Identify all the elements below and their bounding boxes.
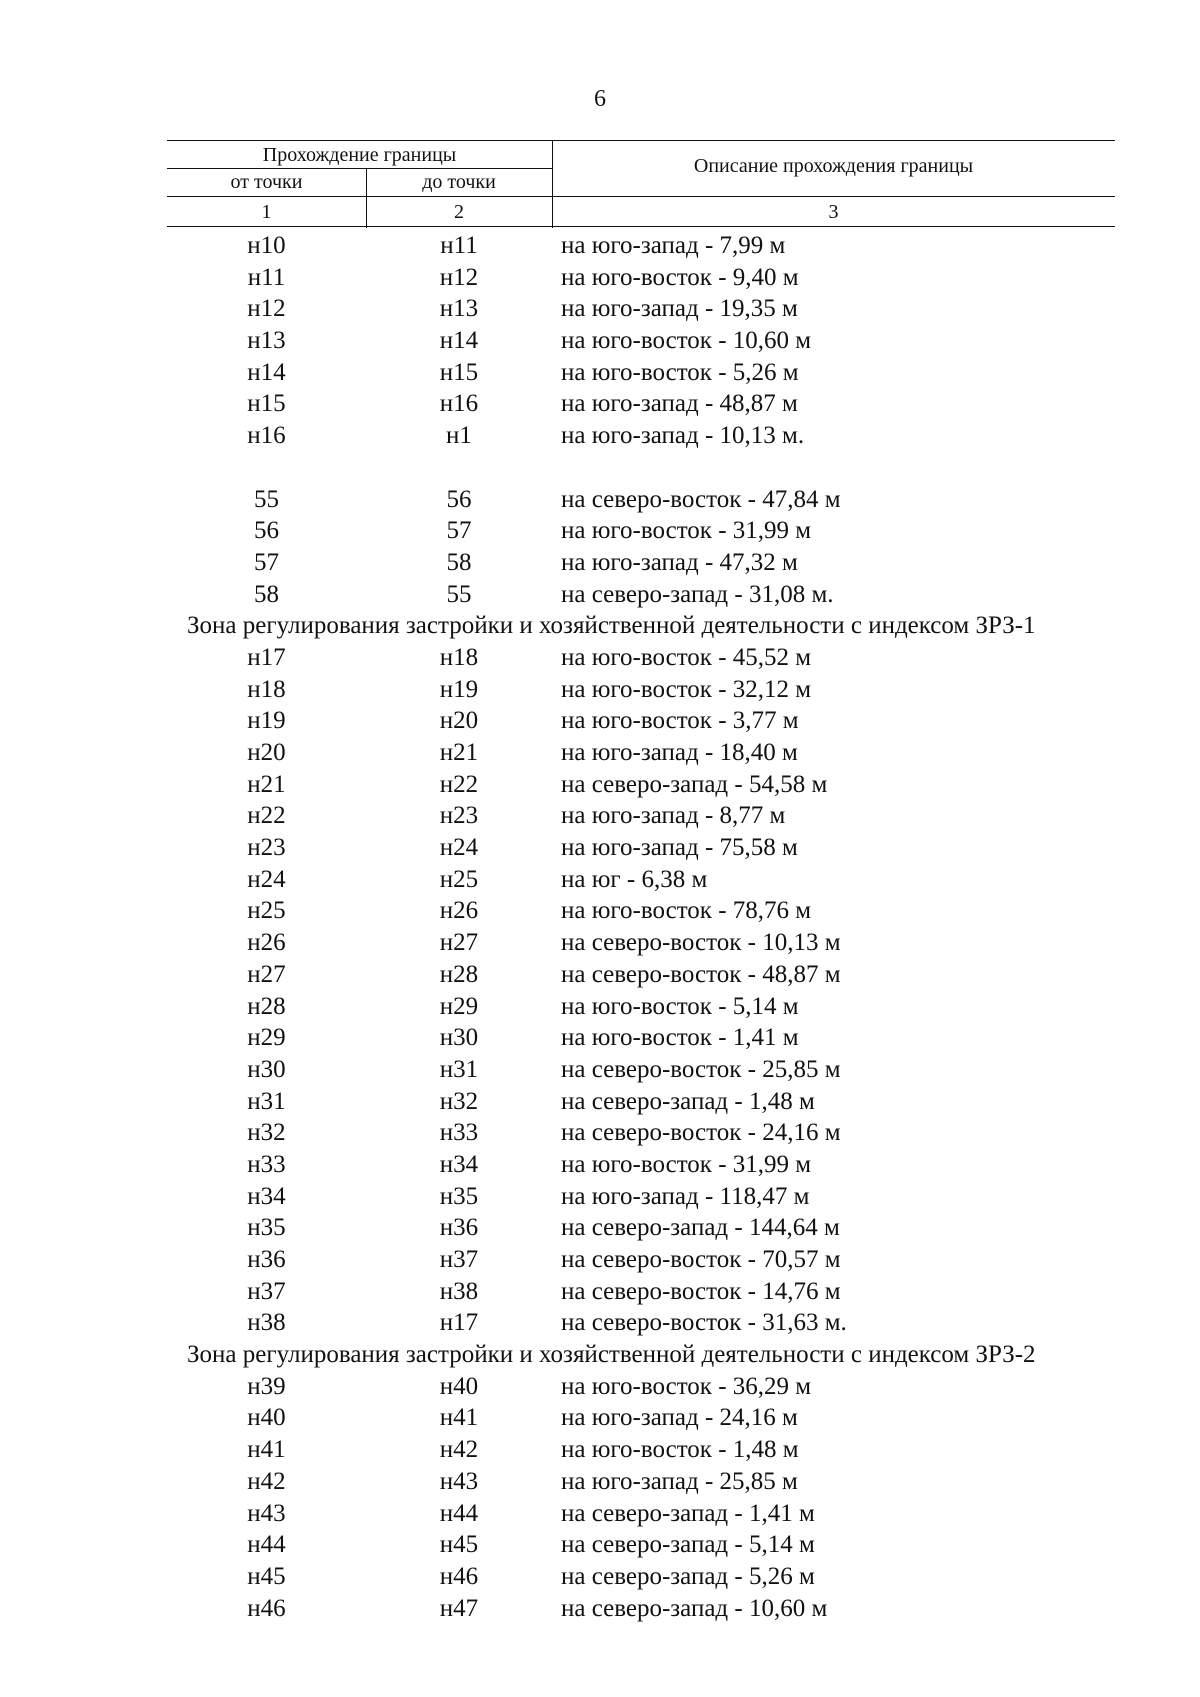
description-cell: на юго-запад - 7,99 м — [561, 232, 786, 259]
table-row — [167, 864, 1115, 896]
table-row — [167, 1212, 1115, 1244]
description-cell: на юг - 6,38 м — [561, 865, 708, 893]
from-point-cell: н27 — [247, 960, 286, 988]
description-cell: на юго-восток - 1,41 м — [561, 1024, 799, 1052]
table-row — [167, 1561, 1115, 1593]
to-point-cell: н31 — [439, 1055, 479, 1083]
description-cell: на северо-восток - 70,57 м — [561, 1246, 841, 1273]
to-point-cell: 55 — [446, 580, 472, 608]
from-point-cell: н11 — [247, 263, 286, 291]
description-cell: на юго-запад - 24,16 м — [561, 1404, 798, 1432]
from-point-cell: 58 — [254, 580, 279, 608]
to-point-cell: н30 — [439, 1024, 479, 1052]
table-row — [167, 579, 1115, 611]
table-row — [167, 1466, 1115, 1498]
from-point-cell: н31 — [247, 1087, 286, 1115]
table-row — [167, 1086, 1115, 1118]
description-cell: на северо-запад - 54,58 м — [561, 770, 828, 798]
to-point-cell: н38 — [439, 1277, 479, 1305]
to-point-cell: н22 — [439, 770, 479, 798]
table-row — [167, 642, 1115, 674]
table-row — [167, 547, 1115, 579]
description-cell: на юго-восток - 1,48 м — [561, 1436, 799, 1464]
table-row — [167, 515, 1115, 547]
to-point-cell: н44 — [439, 1499, 479, 1527]
description-cell: на юго-запад - 8,77 м — [561, 802, 786, 830]
from-point-cell: 55 — [254, 485, 279, 513]
description-cell: на северо-запад - 31,08 м. — [561, 580, 834, 608]
table-row — [167, 991, 1115, 1023]
from-point-cell: н12 — [247, 295, 286, 323]
table-row — [167, 927, 1115, 959]
to-point-cell: н28 — [439, 960, 479, 988]
description-cell: на северо-восток - 47,84 м — [561, 485, 841, 513]
from-point-cell: н21 — [247, 770, 286, 798]
description-cell: на северо-восток - 14,76 м — [561, 1277, 841, 1305]
to-point-cell: н15 — [439, 358, 479, 386]
from-point-cell: н16 — [247, 422, 286, 450]
from-point-cell: н23 — [247, 834, 286, 862]
table-row — [167, 1054, 1115, 1086]
to-point-cell: н24 — [439, 834, 479, 862]
from-point-cell: н20 — [247, 739, 286, 766]
header-description-label: Описание прохождения границы — [693, 155, 974, 177]
to-point-cell: н16 — [439, 390, 479, 418]
from-point-cell: н35 — [247, 1214, 286, 1242]
table-row — [167, 1498, 1115, 1530]
table-row — [167, 1149, 1115, 1181]
to-point-cell: н17 — [439, 1309, 479, 1337]
zone-heading: Зона регулирования застройки и хозяйственной деятельности с индексом ЗРЗ-1 — [187, 612, 1036, 640]
table-row — [167, 832, 1115, 864]
to-point-cell: 56 — [446, 485, 472, 513]
description-cell: на юго-восток - 31,99 м — [561, 517, 812, 545]
from-point-cell: н46 — [247, 1594, 286, 1622]
description-cell: на северо-запад - 1,41 м — [561, 1499, 815, 1527]
from-point-cell: н43 — [247, 1499, 286, 1527]
description-cell: на юго-восток - 31,99 м — [561, 1150, 812, 1178]
from-point-cell: н17 — [247, 643, 286, 671]
table-row — [167, 1244, 1115, 1276]
to-point-cell: н43 — [439, 1467, 479, 1495]
description-cell: на юго-запад - 19,35 м — [561, 295, 798, 323]
to-point-cell: н11 — [440, 232, 478, 259]
from-point-cell: н26 — [247, 929, 286, 957]
header-to-label: до точки — [422, 171, 496, 193]
table-row — [167, 1371, 1115, 1403]
from-point-cell: н29 — [247, 1024, 286, 1052]
to-point-cell: н26 — [439, 897, 479, 925]
description-cell: на северо-запад - 1,48 м — [561, 1087, 815, 1115]
table-row — [167, 420, 1115, 452]
table-row — [167, 1117, 1115, 1149]
table-row — [167, 1307, 1115, 1339]
description-cell: на юго-запад - 47,32 м — [561, 548, 798, 576]
zone-heading: Зона регулирования застройки и хозяйственной деятельности с индексом ЗРЗ-2 — [187, 1341, 1036, 1369]
header-col-number-1: 1 — [261, 201, 272, 223]
header-top-rule — [167, 140, 1115, 141]
table-spacer-row — [167, 452, 1115, 484]
table-row — [167, 737, 1115, 769]
table-row — [167, 1181, 1115, 1213]
header-col-number-3: 3 — [828, 201, 839, 223]
description-cell: на северо-запад - 5,14 м — [561, 1531, 815, 1559]
table-row — [167, 705, 1115, 737]
header-bottom-rule — [167, 226, 1115, 227]
to-point-cell: н18 — [439, 643, 479, 671]
from-point-cell: н32 — [247, 1119, 286, 1147]
to-point-cell: н14 — [439, 327, 479, 355]
description-cell: на юго-запад - 10,13 м. — [561, 422, 805, 450]
to-point-cell: н23 — [439, 802, 479, 830]
table-body — [167, 230, 1115, 1624]
from-point-cell: н39 — [247, 1372, 286, 1400]
to-point-cell: н20 — [439, 707, 479, 735]
to-point-cell: н12 — [439, 263, 479, 291]
to-point-cell: н45 — [439, 1531, 479, 1559]
to-point-cell: н27 — [439, 929, 479, 957]
header-group-rule — [167, 168, 552, 169]
from-point-cell: н13 — [247, 327, 286, 355]
table-row — [167, 484, 1115, 516]
table-row — [167, 1593, 1115, 1625]
from-point-cell: н14 — [247, 358, 286, 386]
table-row — [167, 769, 1115, 801]
description-cell: на северо-восток - 24,16 м — [561, 1119, 841, 1147]
description-cell: на юго-запад - 18,40 м — [561, 739, 798, 766]
to-point-cell: н47 — [439, 1594, 479, 1622]
table-row — [167, 1402, 1115, 1434]
description-cell: на юго-восток - 36,29 м — [561, 1372, 812, 1400]
description-cell: на северо-запад - 10,60 м — [561, 1594, 828, 1622]
description-cell: на юго-запад - 48,87 м — [561, 390, 798, 418]
to-point-cell: н34 — [439, 1150, 479, 1178]
to-point-cell: н37 — [439, 1246, 479, 1273]
from-point-cell: н30 — [247, 1055, 286, 1083]
description-cell: на юго-восток - 5,26 м — [561, 358, 799, 386]
table-row — [167, 325, 1115, 357]
from-point-cell: н15 — [247, 390, 286, 418]
zone-heading-row — [167, 610, 1115, 642]
to-point-cell: н32 — [439, 1087, 479, 1115]
description-cell: на северо-запад - 5,26 м — [561, 1562, 815, 1590]
header-group-label: Прохождение границы — [262, 144, 457, 166]
from-point-cell: 57 — [254, 548, 279, 576]
description-cell: на юго-восток - 9,40 м — [561, 263, 799, 291]
to-point-cell: н29 — [439, 992, 479, 1020]
from-point-cell: 56 — [254, 517, 279, 545]
from-point-cell: н38 — [247, 1309, 286, 1337]
to-point-cell: н46 — [439, 1562, 479, 1590]
from-point-cell: н36 — [247, 1246, 286, 1273]
from-point-cell: н42 — [247, 1467, 286, 1495]
to-point-cell: н33 — [439, 1119, 479, 1147]
to-point-cell: 57 — [446, 517, 472, 545]
zone-heading-row — [167, 1339, 1115, 1371]
table-row — [167, 895, 1115, 927]
to-point-cell: н21 — [439, 739, 479, 766]
description-cell: на юго-восток - 32,12 м — [561, 675, 812, 703]
table-row — [167, 1434, 1115, 1466]
description-cell: на северо-восток - 48,87 м — [561, 960, 841, 988]
header-sub-rule — [167, 196, 1115, 197]
description-cell: на юго-восток - 45,52 м — [561, 643, 812, 671]
from-point-cell: н40 — [247, 1404, 286, 1432]
description-cell: на юго-восток - 3,77 м — [561, 707, 799, 735]
description-cell: на юго-запад - 75,58 м — [561, 834, 798, 862]
to-point-cell: н1 — [446, 422, 472, 450]
table-row — [167, 1276, 1115, 1308]
description-cell: на юго-запад - 25,85 м — [561, 1467, 798, 1495]
table-header — [167, 140, 1115, 228]
description-cell: на юго-запад - 118,47 м — [561, 1182, 810, 1210]
from-point-cell: н33 — [247, 1150, 286, 1178]
description-cell: на северо-восток - 10,13 м — [561, 929, 841, 957]
page-number: 6 — [594, 86, 606, 112]
to-point-cell: н35 — [439, 1182, 479, 1210]
table-row — [167, 800, 1115, 832]
to-point-cell: н40 — [439, 1372, 479, 1400]
table-row — [167, 388, 1115, 420]
description-cell: на северо-восток - 25,85 м — [561, 1055, 841, 1083]
to-point-cell: н36 — [439, 1214, 479, 1242]
from-point-cell: н25 — [247, 897, 286, 925]
to-point-cell: н41 — [439, 1404, 479, 1432]
header-from-label: от точки — [230, 171, 303, 193]
table-row — [167, 293, 1115, 325]
from-point-cell: н44 — [247, 1531, 286, 1559]
from-point-cell: н19 — [247, 707, 286, 735]
table-row — [167, 1529, 1115, 1561]
header-col-number-2: 2 — [454, 201, 464, 223]
description-cell: на северо-запад - 144,64 м — [561, 1214, 840, 1242]
to-point-cell: 58 — [446, 548, 472, 576]
from-point-cell: н45 — [247, 1562, 286, 1590]
boundary-table — [167, 140, 1115, 1622]
to-point-cell: н25 — [439, 865, 479, 893]
from-point-cell: н28 — [247, 992, 286, 1020]
from-point-cell: н24 — [247, 865, 286, 893]
description-cell: на юго-восток - 10,60 м — [561, 327, 812, 355]
from-point-cell: н37 — [247, 1277, 286, 1305]
description-cell: на северо-восток - 31,63 м. — [561, 1309, 847, 1337]
from-point-cell: н34 — [247, 1182, 286, 1210]
to-point-cell: н13 — [439, 295, 479, 323]
table-row — [167, 230, 1115, 262]
to-point-cell: н42 — [439, 1436, 479, 1464]
table-row — [167, 959, 1115, 991]
description-cell: на юго-восток - 5,14 м — [561, 992, 799, 1020]
description-cell: на юго-восток - 78,76 м — [561, 897, 812, 925]
to-point-cell: н19 — [439, 675, 479, 703]
from-point-cell: н18 — [247, 675, 286, 703]
table-row — [167, 1022, 1115, 1054]
table-row — [167, 674, 1115, 706]
from-point-cell: н22 — [247, 802, 286, 830]
from-point-cell: н10 — [247, 232, 286, 259]
from-point-cell: н41 — [247, 1436, 286, 1464]
table-row — [167, 262, 1115, 294]
table-row — [167, 357, 1115, 389]
